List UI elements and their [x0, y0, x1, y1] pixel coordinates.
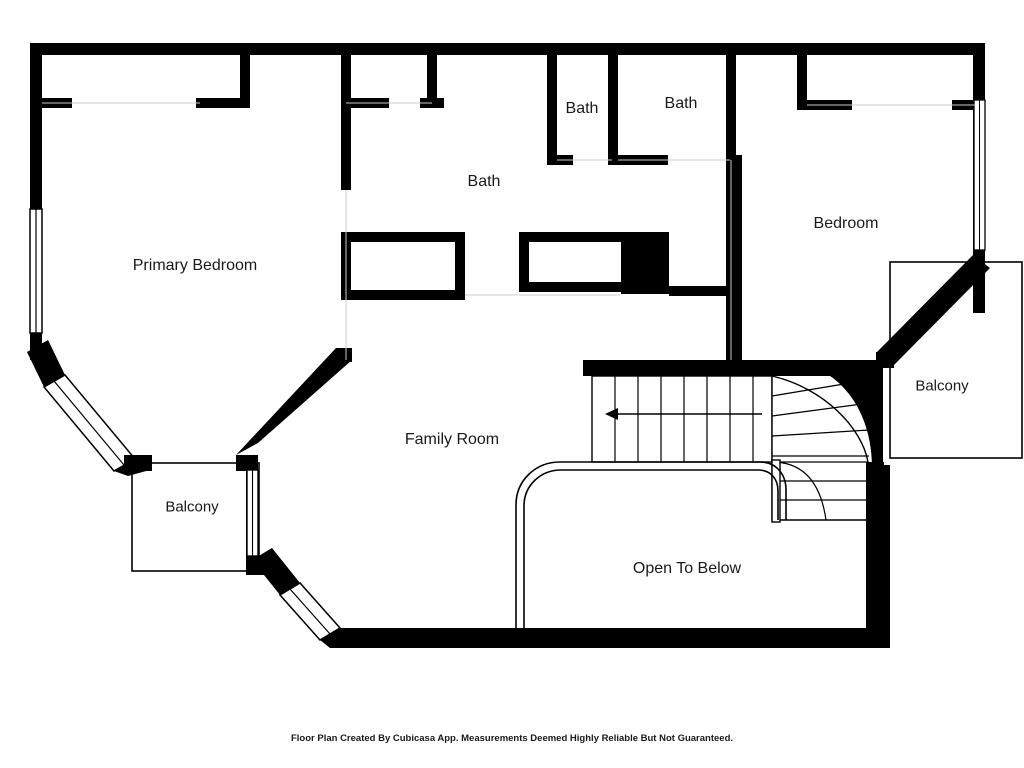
- room-label-bath-upper-right: Bath: [664, 95, 698, 112]
- footer-credit-note: Floor Plan Created By Cubicasa App. Measurements Deemed Highly Reliable But Not Guaranteed.: [290, 733, 734, 744]
- walls-open-to-below-right: [866, 462, 884, 648]
- room-label-primary-bedroom: Primary Bedroom: [132, 257, 258, 274]
- walls-bedroom-southeast-diagonal: [876, 255, 990, 368]
- room-label-balcony-left: Balcony: [165, 498, 219, 516]
- interior-walls-middle: [341, 232, 729, 300]
- window-family-room-southwest: [280, 583, 340, 640]
- exterior-walls: [30, 43, 985, 360]
- window-balcony-left-east: [247, 470, 258, 556]
- balcony-left-outline: [132, 463, 259, 571]
- room-label-bedroom: Bedroom: [813, 215, 879, 232]
- window-bedroom-east: [974, 100, 985, 250]
- room-label-bath-main: Bath: [467, 173, 501, 190]
- walls-family-room-northwest-diagonal: [236, 348, 352, 455]
- window-primary-bedroom-southwest: [44, 375, 135, 471]
- room-label-family-room: Family Room: [404, 431, 500, 448]
- open-to-below-railing: [516, 462, 786, 640]
- room-label-open-to-below: Open To Below: [632, 560, 742, 577]
- room-label-bath-upper-left: Bath: [565, 100, 599, 117]
- staircase: [583, 360, 883, 522]
- interior-walls-top: [42, 50, 974, 360]
- room-label-balcony-right: Balcony: [915, 377, 969, 395]
- window-primary-bedroom-west: [30, 209, 42, 333]
